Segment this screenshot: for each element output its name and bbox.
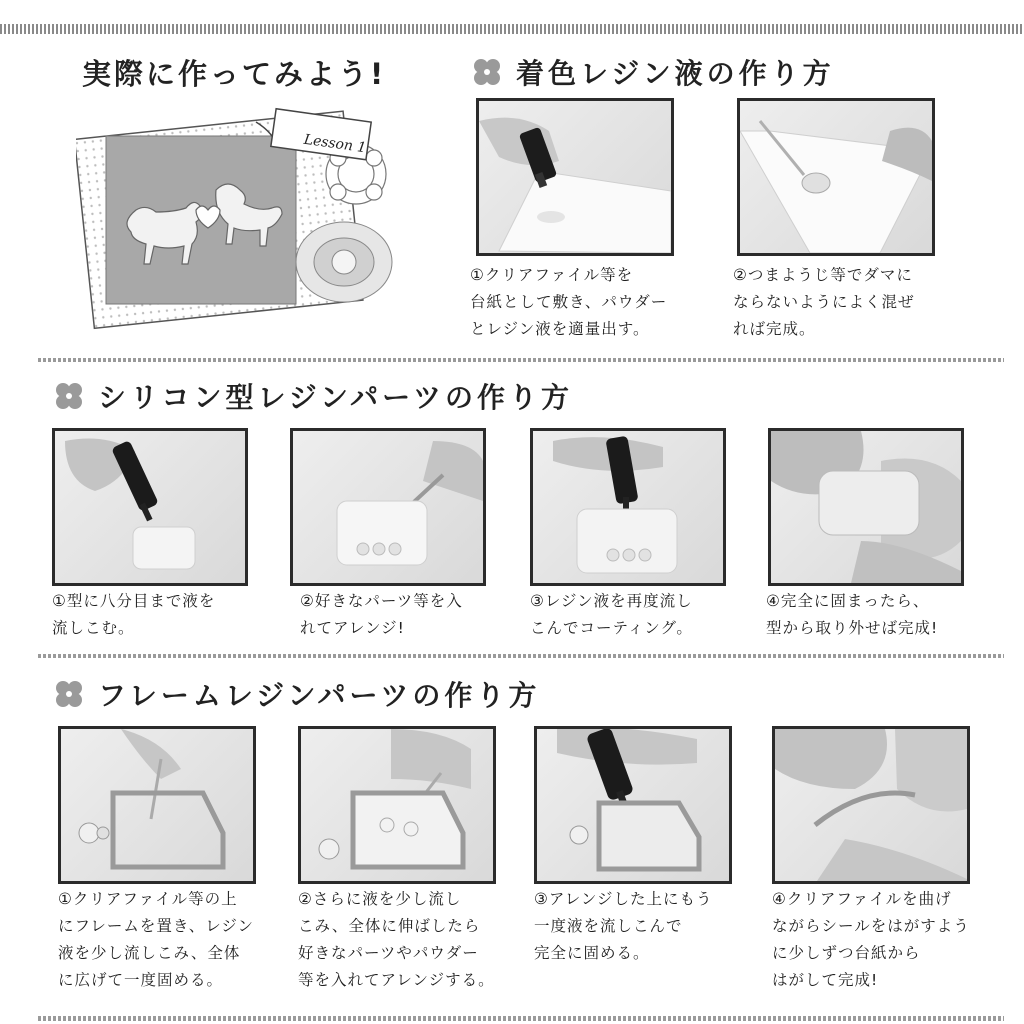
step-photo-silicone-4 [768, 428, 964, 586]
clover-icon [52, 677, 86, 711]
step-caption: ②つまようじ等でダマに ならないようによく混ぜ れば完成。 [733, 266, 915, 338]
section-heading: 着色レジン液の作り方 [516, 57, 835, 90]
section-divider [38, 654, 1004, 658]
step-caption: ③レジン液を再度流し こんでコーティング。 [530, 592, 693, 637]
step-photo-frame-1 [58, 726, 256, 884]
step-caption: ①クリアファイル等の上 にフレームを置き、レジン 液を少し流しこみ、全体 に広げて一度固める。 [58, 890, 254, 989]
colored-resin-title [470, 52, 835, 92]
section-divider [38, 358, 1004, 362]
silicone-title [52, 376, 573, 416]
step-photo-colored-1 [476, 98, 674, 256]
step-caption: ③アレンジした上にもう 一度液を流しこんで 完全に固める。 [534, 890, 713, 962]
step-caption: ④クリアファイルを曲げ ながらシールをはがすよう に少しずつ台紙から はがして完成! [772, 890, 970, 989]
frame-title [52, 674, 540, 714]
clover-icon [470, 55, 504, 89]
step-caption: ①クリアファイル等を 台紙として敷き、パウダー とレジン液を適量出す。 [470, 266, 668, 338]
clover-icon [52, 379, 86, 413]
step-photo-silicone-1 [52, 428, 248, 586]
step-photo-frame-3 [534, 726, 732, 884]
step-photo-frame-4 [772, 726, 970, 884]
section-heading: シリコン型レジンパーツの作り方 [98, 381, 573, 414]
step-photo-silicone-3 [530, 428, 726, 586]
step-photo-frame-2 [298, 726, 496, 884]
section-heading: フレームレジンパーツの作り方 [98, 679, 541, 712]
top-border [0, 24, 1024, 34]
step-photo-colored-2 [737, 98, 935, 256]
step-caption: ①型に八分目まで液を 流しこむ。 [52, 592, 216, 637]
step-caption: ②さらに液を少し流し こみ、全体に伸ばしたら 好きなパーツやパウダー 等を入れてアレンジする。 [298, 890, 495, 989]
step-caption: ②好きなパーツ等を入 れてアレンジ! [300, 592, 463, 637]
step-photo-silicone-2 [290, 428, 486, 586]
bottom-border [38, 1016, 1004, 1021]
lesson-title: 実際に作ってみよう! [82, 57, 387, 91]
step-caption: ④完全に固まったら、 型から取り外せば完成! [766, 592, 939, 637]
lesson-tag: Lesson 1 [302, 131, 368, 157]
